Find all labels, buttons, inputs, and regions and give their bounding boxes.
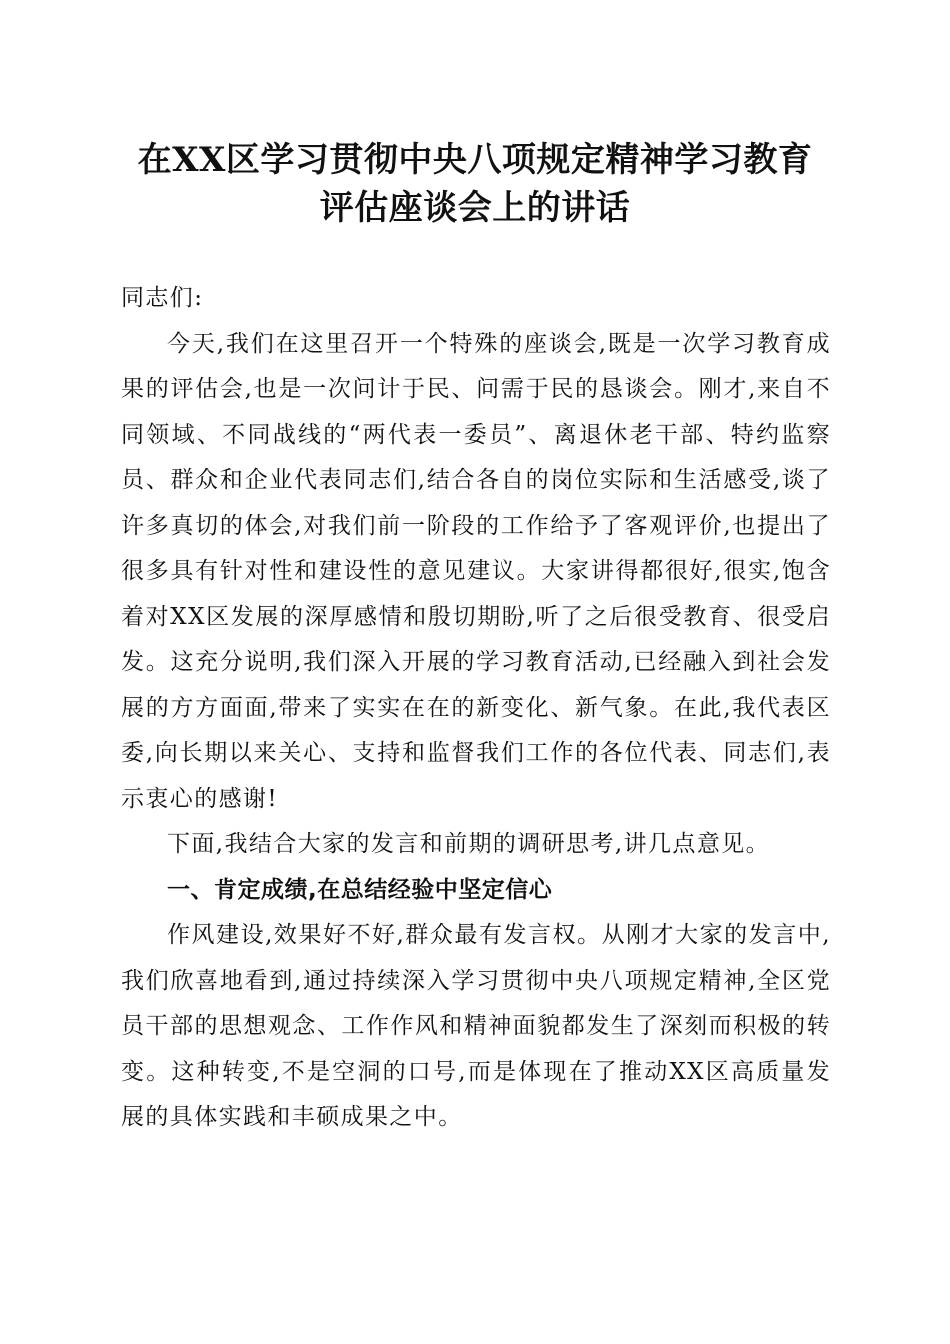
document-body — [121, 276, 831, 1141]
section-heading-1: 一、肯定成绩,在总结经验中坚定信心 — [167, 876, 553, 903]
document-title-line-1: 在XX区学习贯彻中央八项规定精神学习教育 — [137, 140, 813, 180]
paragraph-opening: 今天,我们在这里召开一个特殊的座谈会,既是一次学习教育成果的评估会,也是一次问计于民、问需于民的恳谈会。刚才,来自不同领域、不同战线的“两代表一委员”、离退休老干部、特约监察员、群众和企业代表同志们,结合各自的岗位实际和生活感受,谈了许多真切的体会,对我们前一阶段的工作给予了客观评价,也提出了很多具有针对性和建设性的意见建议。大家讲得都很好,很实,饱含着对XX区发展的深厚感情和殷切期盼,听了之后很受教育、很受启发。这充分说明,我们深入开展的学习教育活动,已经融入到社会发展的方方面面,带来了实实在在的新变化、新气象。在此,我代表区委,向长期以来关心、支持和监督我们工作的各位代表、同志们,表示衷心的感谢! — [121, 330, 831, 812]
salutation: 同志们: — [121, 285, 204, 311]
paragraph-section-1: 作风建设,效果好不好,群众最有发言权。从刚才大家的发言中,我们欣喜地看到,通过持续深入学习贯彻中央八项规定精神,全区党员干部的思想观念、工作作风和精神面貌都发生了深刻而积极的转变。这种转变,不是空洞的口号,而是体现在了推动XX区高质量发展的具体实践和丰硕成果之中。 — [121, 922, 831, 1130]
document-title-line-2: 评估座谈会上的讲话 — [319, 188, 631, 228]
paragraph-transition: 下面,我结合大家的发言和前期的调研思考,讲几点意见。 — [167, 831, 771, 857]
